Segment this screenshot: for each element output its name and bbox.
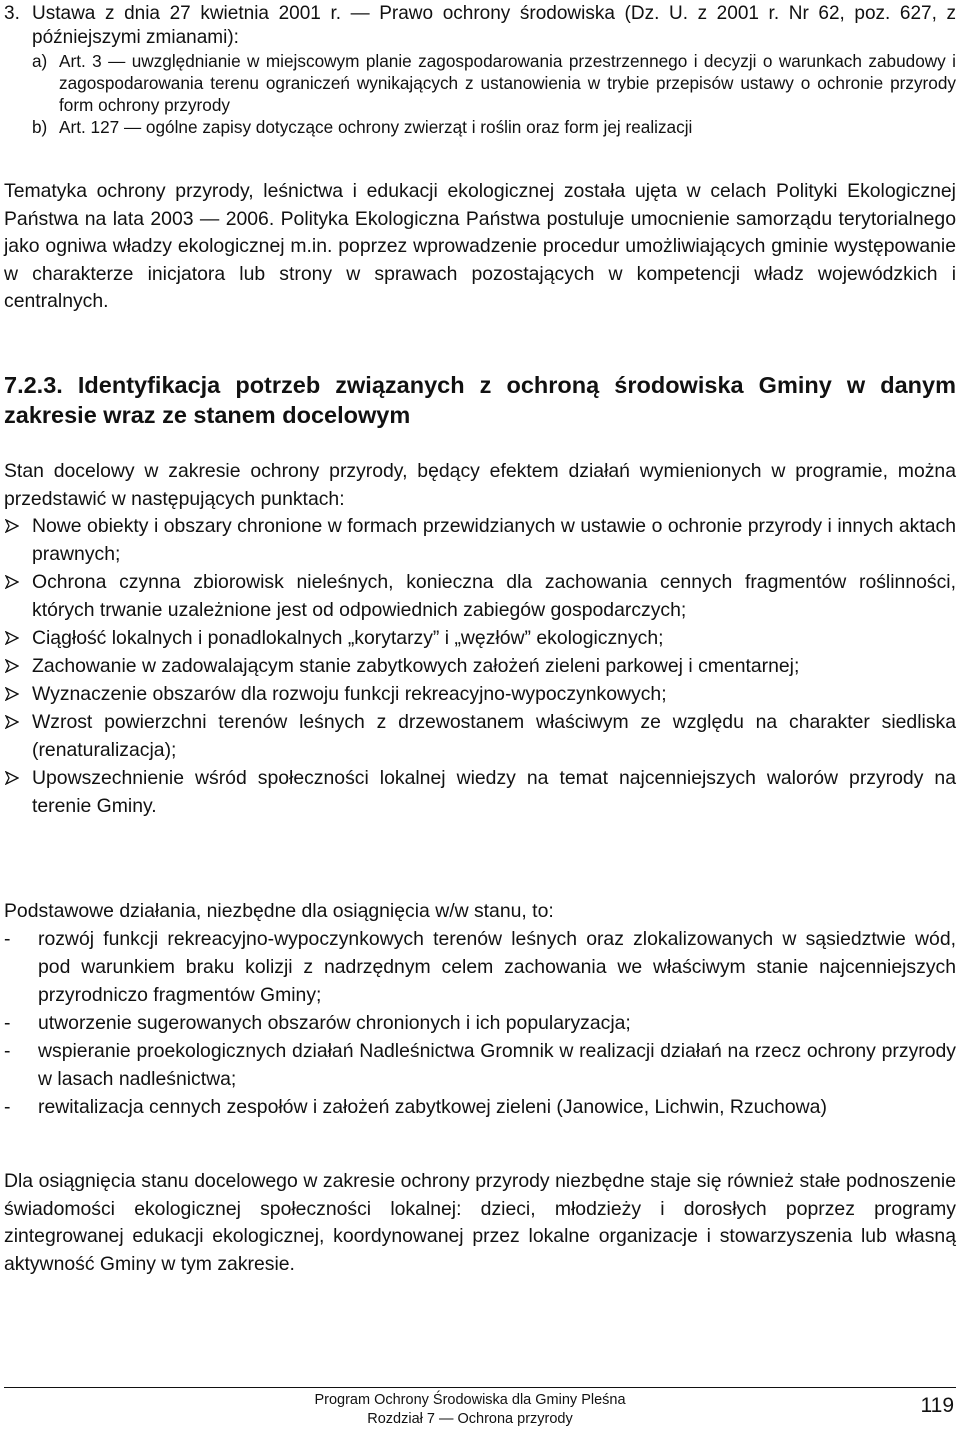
actions-list [4,925,956,1121]
target-state-list [4,512,956,820]
arrowhead-bullet-icon [4,568,32,624]
list-item-text: Upowszechnienie wśród społeczności lokalnej wiedzy na temat najcenniejszych walorów przyrody na terenie Gminy. [32,767,956,817]
list-item-text: Wyznaczenie obszarów dla rozwoju funkcji rekreacyjno-wypoczynkowych; [32,683,667,705]
list-item [4,624,956,652]
list-item [4,925,956,1009]
list-item-text: rewitalizacja cennych zespołów i założeń zabytkowej zieleni (Janowice, Lichwin, Rzuchowa) [38,1096,827,1118]
dash-marker: - [4,1096,11,1118]
paragraph-intro: Stan docelowy w zakresie ochrony przyrody, będący efektem działań wymienionych w programie, można przedstawić w następujących punktach: [4,460,956,510]
footer-line-1: Program Ochrony Środowiska dla Gminy Pleśna [314,1392,626,1408]
list-item-text: Wzrost powierzchni terenów leśnych z drzewostanem właściwym ze względu na charakter siedliska (renaturalizacja); [32,711,956,761]
paragraph-actions-intro: Podstawowe działania, niezbędne dla osiągnięcia w/w stanu, to: [4,900,554,922]
sub-item-label: a) [32,51,48,71]
list-item [4,680,956,708]
list-item-text: rozwój funkcji rekreacyjno-wypoczynkowych terenów leśnych oraz zlokalizowanych w sąsiedztwie wód, pod warunkiem braku kolizji z nadrzędnym celem zachowania we właściwym stanie najcenniejszych przyrodniczo fragmentów Gminy; [38,928,956,1006]
sub-item-label: b) [32,117,48,137]
arrowhead-bullet-icon [4,708,32,764]
paragraph-policy: Tematyka ochrony przyrody, leśnictwa i edukacji ekologicznej została ujęta w celach Polityki Ekologicznej Państwa na lata 2003 — 2006. Polityka Ekologiczna Państwa postuluje umocnienie samorządu terytorialnego jako ogniwa władzy ekologicznej m.in. poprzez wprowadzenie procedur umożliwiających gminie występowanie w charakterze inicjatora lub strony w sprawach pozostających w kompetencji władz wojewódzkich i centralnych. [4,180,956,312]
footer-divider [4,1387,956,1388]
dash-marker: - [4,1040,11,1062]
footer-line-2: Rozdział 7 — Ochrona przyrody [367,1411,573,1427]
numbered-item-3 [4,2,956,138]
sub-item-a [32,50,956,116]
list-item [4,764,956,820]
sub-item-text: Art. 3 — uwzględnianie w miejscowym planie zagospodarowania przestrzennego i decyzji o warunkach zabudowy i zagospodarowania terenu ograniczeń wynikających z ustanowienia w trybie przepisów ustawy o ochronie przyrody form ochrony przyrody [59,51,956,115]
arrowhead-bullet-icon [4,764,32,820]
list-item-text: wspieranie proekologicznych działań Nadleśnictwa Gromnik w realizacji działań na rzecz ochrony przyrody w lasach nadleśnictwa; [38,1040,956,1090]
list-item [4,708,956,764]
arrowhead-bullet-icon [4,652,32,680]
paragraph-final: Dla osiągnięcia stanu docelowego w zakresie ochrony przyrody niezbędne staje się również stałe podnoszenie świadomości ekologicznej społeczności lokalnej: dzieci, młodzieży i dorosłych poprzez programy zintegrowanej edukacji ekologicznej, koordynowanej przez lokalne organizacje i stowarzyszenia lub własną aktywność Gminy w tym zakresie. [4,1170,956,1275]
page-number: 119 [920,1394,954,1417]
arrowhead-bullet-icon [4,624,32,652]
arrowhead-bullet-icon [4,680,32,708]
item-text: Ustawa z dnia 27 kwietnia 2001 r. — Prawo ochrony środowiska (Dz. U. z 2001 r. Nr 62, poz. 627, z późniejszymi zmianami): [32,3,956,48]
list-item [4,1037,956,1093]
list-item [4,568,956,624]
footer-title-block [210,1391,730,1429]
dash-marker: - [4,928,11,950]
list-item-text: Ochrona czynna zbiorowisk nieleśnych, konieczna dla zachowania cennych fragmentów roślinności, których trwanie uzależnione jest od odpowiednich zabiegów gospodarczych; [32,571,956,621]
list-item-text: Zachowanie w zadowalającym stanie zabytkowych założeń zieleni parkowej i cmentarnej; [32,655,800,677]
arrowhead-bullet-icon [4,512,32,568]
sub-item-b [32,116,956,138]
sub-item-text: Art. 127 — ogólne zapisy dotyczące ochrony zwierząt i roślin oraz form jej realizacji [59,117,693,137]
list-item [4,1009,956,1037]
list-item-text: utworzenie sugerowanych obszarów chronionych i ich popularyzacja; [38,1012,631,1034]
list-item-text: Ciągłość lokalnych i ponadlokalnych „korytarzy” i „węzłów” ekologicznych; [32,627,664,649]
list-item-text: Nowe obiekty i obszary chronione w formach przewidzianych w ustawie o ochronie przyrody i innych aktach prawnych; [32,515,956,565]
list-item [4,1093,956,1121]
item-number: 3. [4,3,20,24]
list-item [4,512,956,568]
list-item [4,652,956,680]
section-heading: 7.2.3. Identyfikacja potrzeb związanych z ochroną środowiska Gminy w danym zakresie wraz ze stanem docelowym [4,372,956,428]
dash-marker: - [4,1012,11,1034]
